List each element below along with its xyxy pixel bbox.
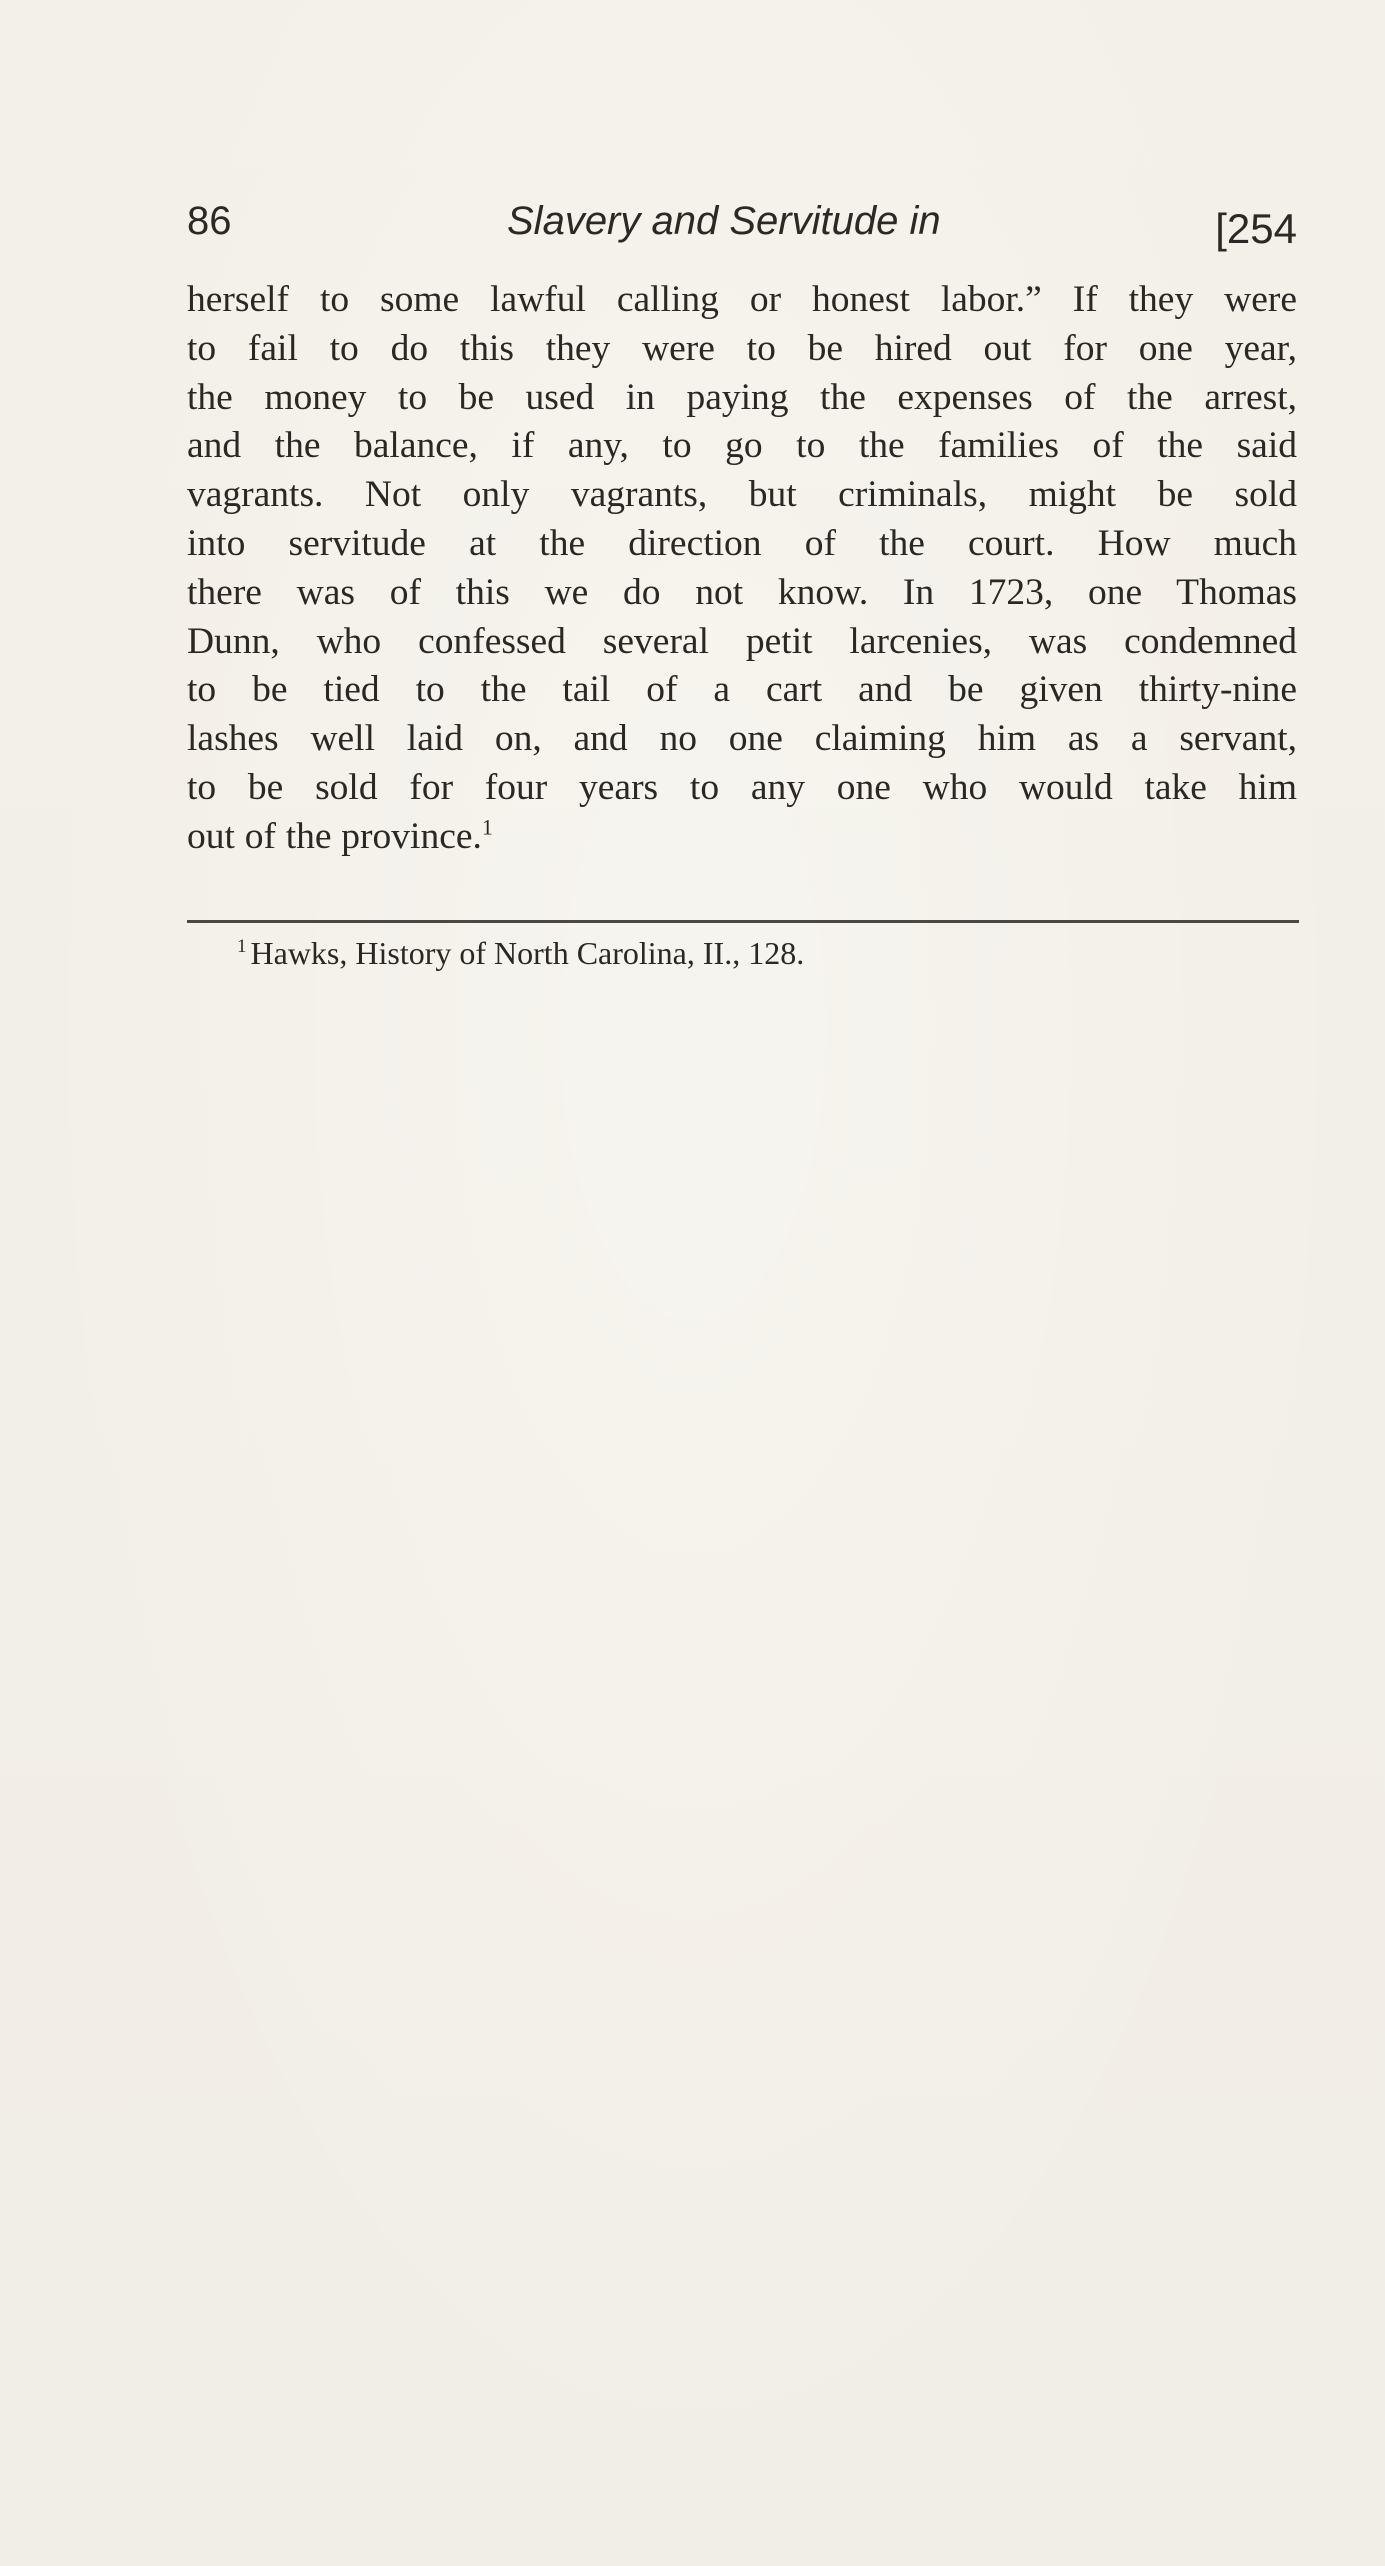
footnote-reference: 1	[481, 814, 493, 840]
footnote	[237, 931, 1297, 975]
paragraph-line: there was of this we do not know. In 1723, one Thomas	[187, 571, 1297, 613]
footnote-text: Hawks, History of North Carolina, II., 128.	[250, 935, 805, 971]
running-title: Slavery and Servitude in	[507, 199, 941, 243]
paragraph-line: vagrants. Not only vagrants, but criminals, might be sold	[187, 474, 1297, 516]
footnote-marker: 1	[237, 936, 247, 958]
paragraph-line-text: out of the province.	[187, 815, 482, 857]
section-marker: [254	[1215, 205, 1297, 252]
paragraph-line: lashes well laid on, and no one claiming him as a servant,	[187, 718, 1297, 760]
paragraph-line: to fail to do this they were to be hired out for one year,	[187, 327, 1297, 369]
running-head	[187, 186, 1297, 256]
paragraph-line: into servitude at the direction of the court. How much	[187, 522, 1297, 564]
paragraph-line: to be sold for four years to any one who would take him	[187, 766, 1297, 808]
paragraph-line: herself to some lawful calling or honest labor.” If they were	[187, 279, 1297, 320]
page-number: 86	[187, 199, 232, 243]
footnote-divider	[187, 920, 1299, 923]
paragraph-last-line	[187, 813, 1297, 862]
paragraph-line: Dunn, who confessed several petit larcenies, was condemned	[187, 620, 1297, 662]
paragraph-line: to be tied to the tail of a cart and be given thirty-nine	[187, 669, 1297, 711]
main-paragraph	[187, 276, 1297, 862]
paragraph-line: the money to be used in paying the expenses of the arrest,	[187, 376, 1297, 418]
paragraph-line: and the balance, if any, to go to the families of the said	[187, 425, 1297, 467]
